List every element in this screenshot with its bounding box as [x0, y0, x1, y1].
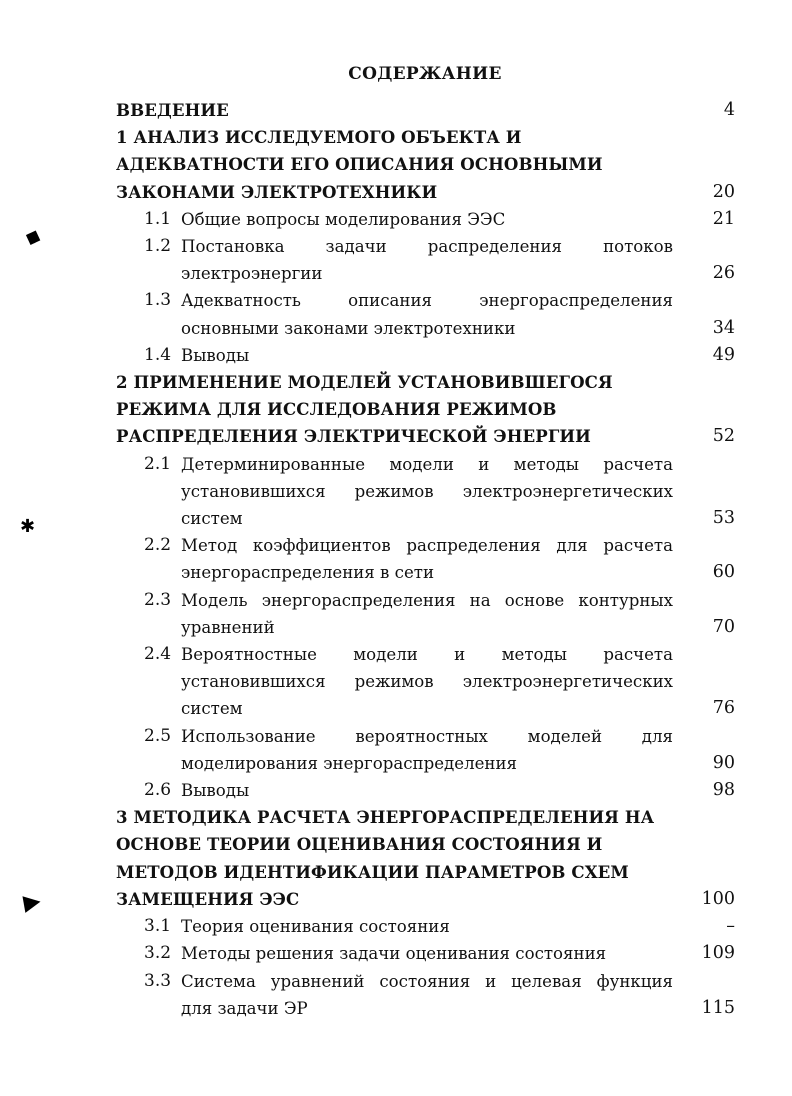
section-number: 3.3	[144, 970, 172, 991]
entry-title-line: Выводы	[181, 345, 250, 365]
entry-title-line: Детерминированные модели и методы расчета	[181, 454, 673, 474]
toc-section	[0, 587, 792, 641]
page-number: 90	[712, 752, 735, 773]
page-number: 21	[712, 208, 735, 229]
entry-title-line: ОСНОВЕ ТЕОРИИ ОЦЕНИВАНИЯ СОСТОЯНИЯ И	[116, 834, 603, 855]
section-number: 2.6	[144, 780, 172, 801]
entry-title	[181, 342, 673, 369]
toc-chapter	[0, 97, 792, 124]
entry-title	[181, 287, 673, 341]
entry-title-line: АДЕКВАТНОСТИ ЕГО ОПИСАНИЯ ОСНОВНЫМИ	[116, 154, 603, 175]
section-number: 3.1	[144, 916, 172, 937]
page-number: 98	[712, 780, 735, 801]
entry-title-line: МЕТОДОВ ИДЕНТИФИКАЦИИ ПАРАМЕТРОВ СХЕМ	[116, 861, 629, 882]
page-number: 70	[712, 616, 735, 637]
entry-title-line: систем	[181, 509, 243, 529]
entry-title	[181, 777, 673, 804]
entry-title-line: 3 МЕТОДИКА РАСЧЕТА ЭНЕРГОРАСПРЕДЕЛЕНИЯ НА	[116, 807, 655, 828]
section-number: 2.4	[144, 644, 172, 665]
entry-title	[181, 913, 673, 940]
page-number: –	[726, 916, 735, 937]
toc-section	[0, 206, 792, 233]
section-number: 3.2	[144, 943, 172, 964]
toc-chapter	[0, 124, 792, 206]
page-number: 109	[701, 943, 735, 964]
toc-section	[0, 532, 792, 586]
section-number: 2.5	[144, 725, 172, 746]
entry-title-line: ВВЕДЕНИЕ	[116, 100, 229, 120]
toc-section	[0, 641, 792, 723]
page-number: 115	[701, 997, 735, 1018]
entry-title-line: электроэнергии	[181, 264, 323, 284]
page-number: 4	[723, 100, 735, 120]
toc-section	[0, 451, 792, 533]
entry-title-line: моделирования энергораспределения	[181, 753, 518, 773]
entry-title-line: 1 АНАЛИЗ ИССЛЕДУЕМОГО ОБЪЕКТА И	[116, 127, 522, 148]
toc-section	[0, 940, 792, 967]
entry-title	[116, 97, 676, 124]
entry-title-line: установившихся режимов электроэнергетических	[181, 672, 673, 692]
entry-title-line: Постановка задачи распределения потоков	[181, 237, 673, 257]
section-number: 2.1	[144, 453, 172, 474]
entry-title-line: энергораспределения в сети	[181, 563, 435, 583]
entry-title	[181, 532, 673, 586]
entry-title	[181, 641, 673, 723]
toc-section	[0, 342, 792, 369]
page-number: 26	[712, 263, 735, 284]
page-number: 100	[701, 888, 735, 909]
entry-title-line: ЗАМЕЩЕНИЯ ЭЭС	[116, 888, 300, 909]
toc-section	[0, 913, 792, 940]
entry-title-line: Методы решения задачи оценивания состояния	[181, 944, 607, 964]
entry-title	[181, 940, 673, 967]
entry-title-line: ЗАКОНАМИ ЭЛЕКТРОТЕХНИКИ	[116, 181, 438, 202]
section-number: 2.3	[144, 589, 172, 610]
entry-title-line: РАСПРЕДЕЛЕНИЯ ЭЛЕКТРИЧЕСКОЙ ЭНЕРГИИ	[116, 426, 591, 447]
scan-speck-2: ✱	[20, 516, 36, 537]
entry-title	[181, 206, 673, 233]
entry-title-line: Модель энергораспределения на основе контурных	[181, 590, 673, 610]
section-number: 2.2	[144, 535, 172, 556]
entry-title-line: для задачи ЭР	[181, 998, 308, 1018]
page-number: 34	[712, 317, 735, 338]
section-number: 1.3	[144, 290, 172, 311]
entry-title-line: 2 ПРИМЕНЕНИЕ МОДЕЛЕЙ УСТАНОВИВШЕГОСЯ	[116, 372, 613, 393]
entry-title	[181, 968, 673, 1022]
toc-section	[0, 287, 792, 341]
entry-title-line: Вероятностные модели и методы расчета	[181, 645, 673, 665]
entry-title-line: систем	[181, 699, 243, 719]
entry-title-line: Система уравнений состояния и целевая функция	[181, 971, 673, 991]
entry-title-line: РЕЖИМА ДЛЯ ИССЛЕДОВАНИЯ РЕЖИМОВ	[116, 399, 557, 420]
entry-title-line: Общие вопросы моделирования ЭЭС	[181, 209, 506, 229]
page-number: 49	[712, 344, 735, 365]
page-title: СОДЕРЖАНИЕ	[348, 64, 502, 84]
entry-title	[181, 451, 673, 533]
toc-chapter	[0, 369, 792, 451]
page-number: 52	[712, 426, 735, 447]
entry-title-line: уравнений	[181, 617, 275, 637]
entry-title	[116, 369, 676, 451]
page-number: 76	[712, 698, 735, 719]
entry-title-line: Использование вероятностных моделей для	[181, 726, 673, 746]
toc-section	[0, 777, 792, 804]
scan-speck-1: ◆	[22, 222, 46, 250]
scan-speck-3: ▲	[19, 892, 47, 914]
section-number: 1.1	[144, 208, 172, 229]
toc-chapter	[0, 804, 792, 913]
entry-title-line: Теория оценивания состояния	[181, 917, 450, 937]
page-number: 20	[712, 181, 735, 202]
page-number: 53	[712, 508, 735, 529]
page-number: 60	[712, 562, 735, 583]
section-number: 1.4	[144, 344, 172, 365]
entry-title-line: Выводы	[181, 781, 250, 801]
table-of-contents	[0, 97, 792, 1022]
entry-title	[181, 233, 673, 287]
entry-title	[116, 804, 676, 913]
entry-title	[116, 124, 676, 206]
entry-title	[181, 723, 673, 777]
entry-title-line: установившихся режимов электроэнергетических	[181, 481, 673, 501]
toc-section	[0, 233, 792, 287]
entry-title-line: Метод коэффициентов распределения для расчета	[181, 536, 673, 556]
entry-title-line: Адекватность описания энергораспределения	[181, 291, 673, 311]
toc-section	[0, 968, 792, 1022]
toc-section	[0, 723, 792, 777]
entry-title	[181, 587, 673, 641]
entry-title-line: основными законами электротехники	[181, 318, 516, 338]
section-number: 1.2	[144, 236, 172, 257]
